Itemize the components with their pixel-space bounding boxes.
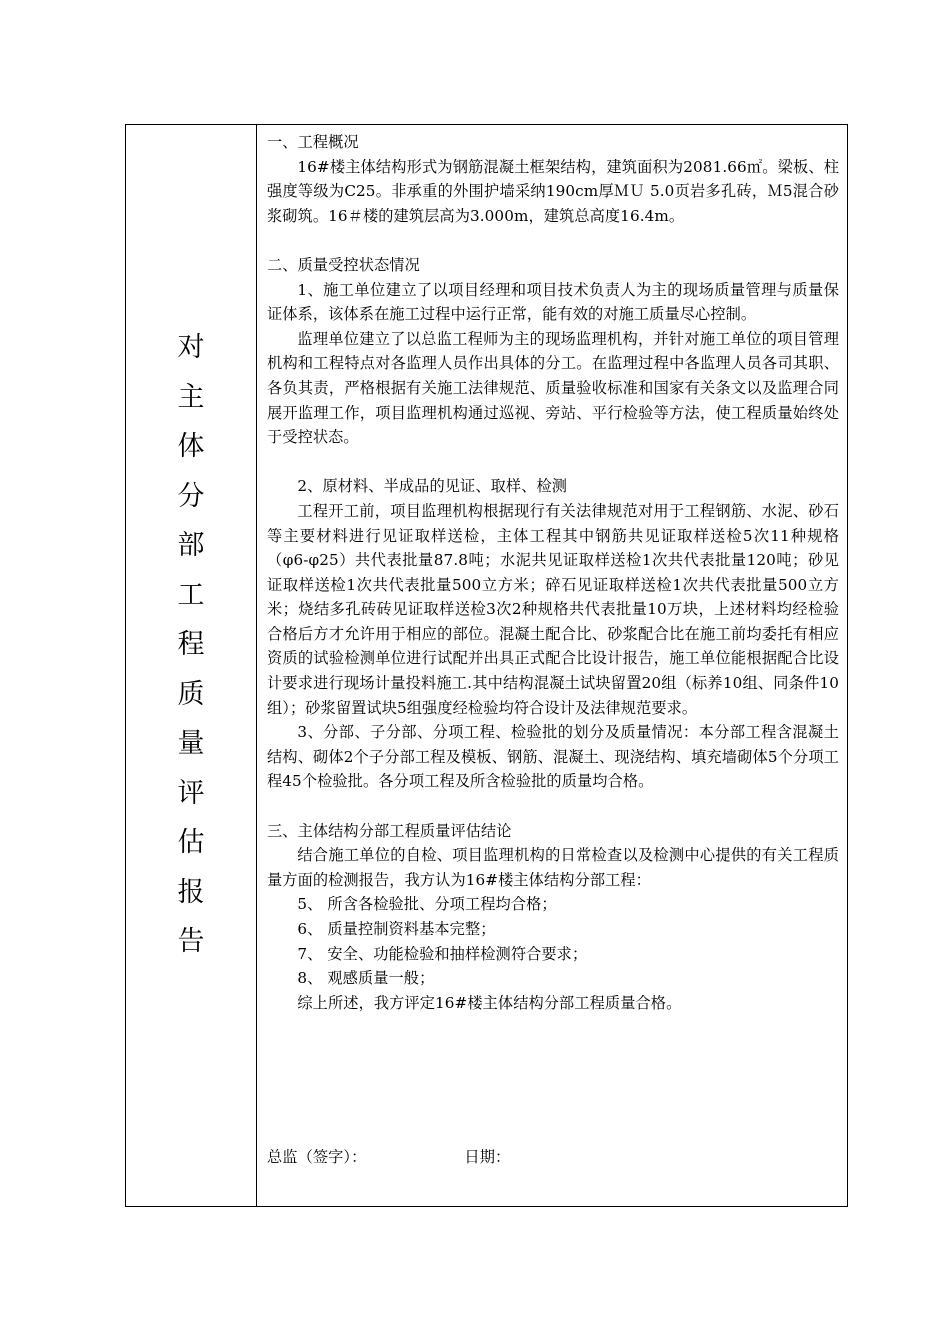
title-char: 工 [177, 579, 205, 611]
title-cell [126, 125, 257, 1206]
section3-conclusion: 综上所述，我方评定16#楼主体结构分部工程质量合格。 [297, 993, 682, 1012]
section2-item3: 3、分部、子分部、分项工程、检验批的划分及质量情况：本分部工程含混凝土结构、砌体2个子分部工程及模板、钢筋、混凝土、现浇结构、填充墙砌体5个分项工程45个检验批。各分项工程及所含检验批的质量均合格。 [267, 723, 839, 791]
conclusion-item: 8、 观感质量一般； [297, 969, 435, 988]
conclusion-item: 5、 所含各检验批、分项工程均合格； [297, 895, 557, 914]
title-char: 质 [177, 678, 205, 710]
conclusion-item: 6、 质量控制资料基本完整； [297, 920, 496, 938]
report-content [257, 125, 847, 1206]
title-char: 分 [177, 480, 205, 512]
date-label: 日期： [464, 1148, 511, 1166]
signature-line [267, 1145, 510, 1170]
spacer [267, 228, 839, 253]
section2-item2-heading: 2、原材料、半成品的见证、取样、检测 [297, 477, 568, 496]
title-char: 部 [177, 530, 205, 561]
title-char: 体 [177, 431, 205, 462]
vertical-report-title [126, 323, 256, 967]
spacer [267, 450, 839, 475]
title-char: 对 [177, 332, 205, 363]
section3-intro: 结合施工单位的自检、项目监理机构的日常检查以及检测中心提供的有关工程质量方面的检测报告，我方认为16#楼主体结构分部工程： [267, 846, 839, 889]
section3-heading: 三、主体结构分部工程质量评估结论 [267, 821, 512, 840]
title-char: 量 [177, 728, 205, 759]
section1-heading: 一、工程概况 [267, 133, 359, 151]
title-char: 告 [177, 926, 205, 957]
title-char: 程 [177, 629, 205, 660]
section2-heading: 二、质量受控状态情况 [267, 255, 420, 274]
section2-supervision: 监理单位建立了以总监工程师为主的现场监理机构，并针对施工单位的项目管理机构和工程特点对各监理人员作出具体的分工。在监理过程中各监理人员各司其职、各负其责，严格根据有关施工法律规范、质量验收标准和国家有关条文以及监理合同展开监理工作，项目监理机构通过巡视、旁站、平行检验等方法，使工程质量始终处于受控状态。 [267, 329, 839, 447]
report-table [125, 124, 848, 1207]
section1-body: 16#楼主体结构形式为钢筋混凝土框架结构，建筑面积为2081.66㎡。梁板、柱强度等级为C25。非承重的外围护墙采纳190cm厚ＭＵ 5.0页岩多孔砖，Ｍ5混合砂浆砌筑。16＃楼的建筑层高为3.000m，建筑总高度16.4m。 [267, 157, 839, 225]
title-char: 评 [177, 777, 205, 809]
spacer [267, 794, 839, 819]
section2-item1: 1、施工单位建立了以项目经理和项目技术负责人为主的现场质量管理与质量保证体系，该体系在施工过程中运行正常，能有效的对施工质量尽心控制。 [267, 280, 839, 324]
chief-supervisor-signature-label: 总监（签字）： [267, 1148, 367, 1166]
title-char: 估 [177, 827, 205, 858]
section2-item2-body: 工程开工前，项目监理机构根据现行有关法律规范对用于工程钢筋、水泥、砂石等主要材料进行见证取样送检，主体工程其中钢筋共见证取样送检5次11种规格（φ6-φ25）共代表批量87.8吨；水泥共见证取样送检1次共代表批量120吨；砂见证取样送检1次共代表批量500立方米；碎石见证取样送检1次共代表批量500立方米；烧结多孔砖砖见证取样送检3次2种规格共代表批量10万块，上述材料均经检验合格后方才允许用于相应的部位。混凝土配合比、砂浆配合比在施工前均委托有相应资质的试验检测单位进行试配并出具正式配合比设计报告，施工单位能根据配合比设计要求进行现场计量投料施工.其中结构混凝土试块留置20组（标养10组、同条件10组）；砂浆留置试块5组强度经检验均符合设计及法律规范要求。 [267, 501, 839, 717]
conclusion-item: 7、 安全、功能检验和抽样检测符合要求； [297, 944, 588, 963]
title-char: 主 [177, 381, 205, 413]
title-char: 报 [177, 876, 205, 908]
